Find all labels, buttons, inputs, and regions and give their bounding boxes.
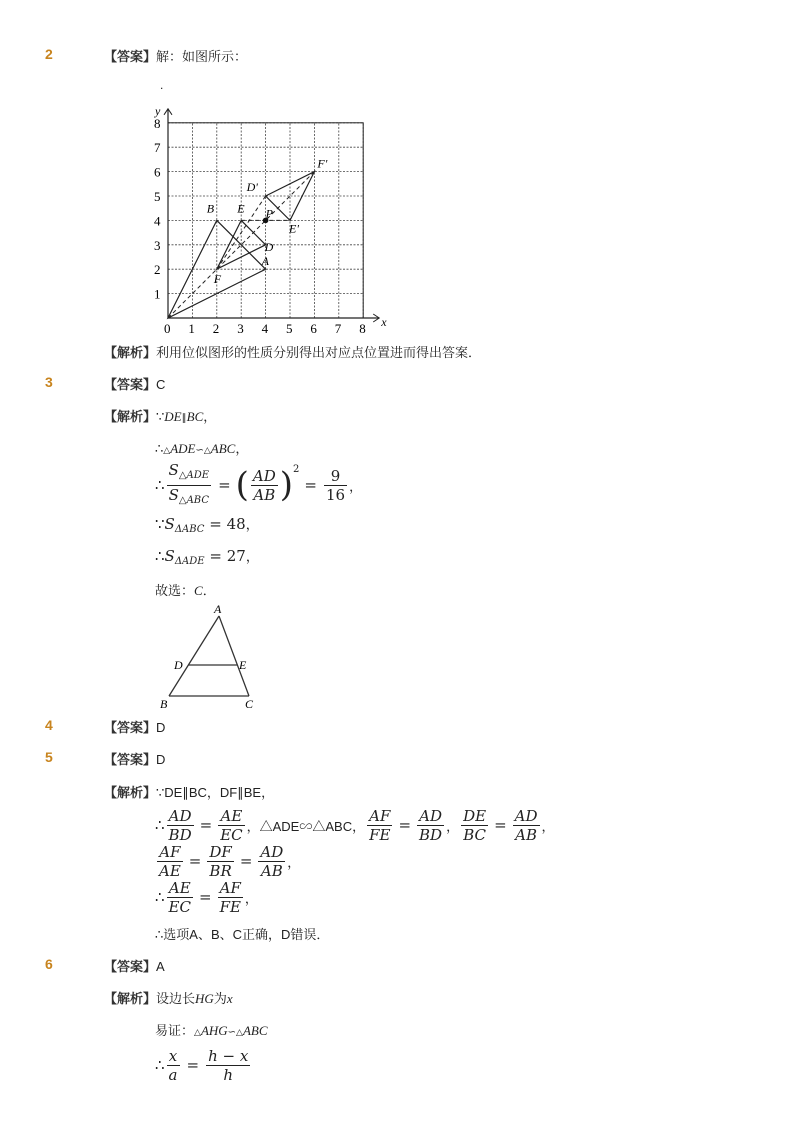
- equals-sign: =: [186, 1056, 200, 1074]
- triangle-symbol: △: [203, 445, 211, 455]
- point-label-e1: E': [289, 221, 299, 236]
- fraction-denominator: AB: [515, 825, 538, 844]
- q6-answer-line: [104, 956, 165, 975]
- tri-label-e: E: [239, 658, 247, 672]
- triangle-symbol: △: [163, 445, 171, 455]
- similar-symbol: ∽: [195, 445, 204, 456]
- fraction-numerator: h − x: [208, 1046, 249, 1065]
- q4-answer-line: [104, 717, 165, 736]
- comma: ，: [287, 855, 301, 871]
- x-tick-label: 1: [188, 321, 195, 336]
- comma: ，: [235, 441, 249, 456]
- segment-hg: HG: [195, 991, 214, 1006]
- choose-value: C: [194, 583, 203, 598]
- answer-tag: 【答案】: [104, 49, 157, 64]
- fraction-numerator: 9: [324, 467, 347, 486]
- fraction-denominator: a: [168, 1065, 178, 1084]
- therefore-symbol: ∴: [155, 888, 165, 906]
- area-sub-abc: ΔABC: [174, 524, 205, 535]
- exponent: 2: [293, 464, 300, 475]
- fraction-hx-h: [206, 1047, 250, 1084]
- equals-sign: =: [239, 852, 253, 870]
- tri-label-a: A: [214, 602, 222, 616]
- equals-sign: =: [188, 852, 202, 870]
- q6-analysis-line-1: [104, 988, 233, 1007]
- segment-bc: BC: [186, 409, 204, 424]
- q3-choose-line: [155, 580, 216, 599]
- triangle-abc: ABC: [210, 441, 236, 456]
- y-tick-label: 3: [154, 237, 161, 253]
- point-label-d1: D': [246, 180, 258, 194]
- area-sub-ade: △ADE: [178, 469, 210, 481]
- because-symbol: ∵: [155, 515, 165, 533]
- answer-tag: 【答案】: [104, 377, 157, 392]
- area-s: S: [168, 485, 179, 504]
- fraction-numerator: AD: [417, 807, 444, 826]
- y-tick-label: 1: [154, 286, 161, 302]
- tri-label-d: D: [174, 658, 183, 672]
- easy-proof-label: 易证：: [155, 1023, 195, 1038]
- comma: ，: [245, 518, 259, 533]
- area-ratio-fraction: [167, 461, 212, 510]
- fraction-numerator: AD: [252, 466, 276, 485]
- x-tick-label: 2: [212, 321, 220, 336]
- analysis-tag: 【解析】: [104, 991, 157, 1006]
- analysis-tag: 【解析】: [104, 345, 157, 360]
- point-label-d: D: [264, 239, 274, 254]
- analysis-tag: 【解析】: [104, 785, 157, 800]
- fraction-numerator: AF: [367, 807, 392, 826]
- fraction-denominator: AE: [159, 861, 181, 880]
- equals-sign: =: [218, 476, 231, 494]
- fraction-denominator: BD: [168, 825, 192, 844]
- fraction-numerator: AE: [167, 879, 193, 898]
- comma: ，: [349, 479, 363, 495]
- fraction-af-fe-2: [218, 879, 243, 916]
- answer-tag: 【答案】: [104, 752, 157, 767]
- equals-sign: =: [199, 816, 213, 834]
- equals-sign: =: [494, 816, 507, 834]
- q3-analysis-line-2: [155, 438, 248, 457]
- q6-proportion-line: [155, 1044, 252, 1086]
- equals-sign: =: [398, 816, 412, 834]
- point-label-a: A: [261, 254, 269, 269]
- q5-given: ∵DE∥BC，DF∥BE，: [156, 785, 275, 800]
- right-paren: ): [279, 465, 294, 505]
- segment-de: DE: [164, 409, 182, 424]
- x-axis-label: x: [381, 315, 387, 329]
- fraction-ad-bd-2: [417, 807, 444, 844]
- q3-area-ade-line: [155, 546, 259, 567]
- y-tick-label: 6: [154, 164, 161, 180]
- triangle-symbol: △: [236, 1027, 243, 1037]
- area-sub-abc: △ABC: [178, 494, 209, 506]
- fraction-numerator: AF: [157, 843, 183, 862]
- fraction-numerator: DE: [463, 806, 487, 825]
- question-number-3: 3: [45, 374, 53, 390]
- triangle-ade: ADE: [170, 441, 196, 456]
- x-tick-label: 3: [237, 321, 244, 336]
- because-symbol: ∵: [156, 409, 165, 424]
- y-tick-label: 8: [154, 115, 161, 131]
- point-label-f1: F': [317, 156, 328, 171]
- q2-analysis-line: [104, 342, 481, 361]
- question-number-4: 4: [45, 717, 53, 733]
- fraction-numerator: AD: [167, 807, 194, 826]
- q4-answer-text: D: [156, 720, 166, 735]
- y-tick-label: 7: [154, 140, 161, 156]
- tri-side-ac: [219, 616, 249, 696]
- comma: ，: [244, 891, 258, 907]
- x-tick-label: 0: [164, 321, 171, 336]
- comma: ，: [203, 409, 217, 424]
- answer-tag: 【答案】: [104, 959, 157, 974]
- fraction-denominator: 16: [325, 485, 346, 504]
- similar-symbol: ∽: [227, 1027, 237, 1038]
- q3-triangle-figure: [150, 600, 270, 712]
- area-value: = 48: [209, 515, 246, 533]
- fraction-ad-ab: [513, 807, 540, 844]
- area-sub-ade: ΔADE: [174, 556, 205, 567]
- fraction-denominator: BD: [419, 825, 443, 844]
- variable-x: x: [226, 991, 233, 1006]
- nine-sixteenths-fraction: [324, 467, 347, 504]
- fraction-denominator: EC: [168, 897, 191, 916]
- left-paren: (: [235, 465, 249, 505]
- fraction-ad-ab-2: [258, 843, 285, 880]
- q2-answer-text: 解：如图所示：: [156, 49, 248, 64]
- fraction-denominator: AB: [260, 861, 283, 880]
- area-s: S: [168, 460, 179, 479]
- set-side-text: 设边长: [156, 991, 196, 1006]
- fraction-denominator: AB: [253, 485, 276, 504]
- fraction-numerator: AD: [514, 806, 538, 825]
- q6-similar-line: [155, 1020, 268, 1039]
- ad-ab-fraction: [251, 467, 278, 504]
- q2-analysis-text: 利用位似图形的性质分别得出对应点位置进而得出答案．: [156, 345, 482, 360]
- answer-tag: 【答案】: [104, 720, 157, 735]
- q3-area-ratio-equation: [155, 462, 362, 508]
- x-tick-label: 8: [359, 321, 366, 336]
- x-tick-label: 6: [310, 321, 317, 336]
- fraction-ae-ec-2: [167, 879, 193, 916]
- q3-answer-text: C: [156, 377, 166, 392]
- x-tick-label: 4: [261, 321, 269, 336]
- point-label-f: F: [213, 272, 222, 287]
- q5-ratio-line-3: [155, 876, 258, 918]
- fraction-numerator: AD: [260, 842, 284, 861]
- fraction-ad-bd: [167, 807, 194, 844]
- fraction-numerator: x: [167, 1047, 180, 1066]
- x-tick-label: 5: [286, 321, 293, 336]
- area-s: S: [164, 515, 175, 533]
- triangle-ahg: AHG: [200, 1023, 228, 1038]
- comma: ，: [446, 819, 460, 835]
- point-label-e: E: [237, 201, 245, 216]
- fraction-denominator: EC: [220, 825, 243, 844]
- triangle-symbol: △: [194, 1027, 201, 1037]
- fraction-x-a: [167, 1047, 180, 1084]
- fraction-af-fe: [367, 807, 392, 844]
- tri-label-b: B: [160, 697, 168, 711]
- question-number-2: 2: [45, 46, 53, 62]
- therefore-symbol: ∴: [155, 441, 164, 456]
- y-tick-label: 2: [154, 262, 161, 278]
- q3-answer-line: [104, 374, 165, 393]
- choose-label: 故选：: [155, 583, 195, 598]
- area-value: = 27: [209, 547, 246, 565]
- q3-analysis-line-1: [104, 406, 216, 425]
- fraction-denominator: FE: [369, 825, 391, 844]
- fraction-numerator: DF: [209, 842, 232, 861]
- point-label-p: P: [265, 206, 273, 221]
- comma: ，: [541, 819, 555, 835]
- q5-answer-line: [104, 749, 165, 768]
- triangle-abc: ABC: [242, 1023, 268, 1038]
- y-tick-label: 5: [154, 189, 161, 204]
- q5-analysis-line-1: [104, 782, 274, 801]
- therefore-symbol: ∴: [155, 816, 165, 834]
- fraction-de-bc: [461, 807, 488, 844]
- tri-side-ab: [169, 616, 219, 696]
- parallel-symbol: ∥: [181, 413, 187, 424]
- y-axis-label: y: [155, 103, 161, 118]
- fraction-df-br: [207, 843, 233, 880]
- q5-conclusion: ∴选项A、B、C正确，D错误．: [155, 927, 330, 942]
- fraction-denominator: h: [223, 1065, 234, 1084]
- therefore-symbol: ∴: [155, 1056, 165, 1074]
- q2-coordinate-graph: [150, 96, 390, 336]
- tri-label-c: C: [245, 697, 254, 711]
- q6-answer-text: A: [156, 959, 165, 974]
- area-s: S: [164, 547, 175, 565]
- question-number-5: 5: [45, 749, 53, 765]
- x-tick-label: 7: [334, 321, 342, 336]
- analysis-tag: 【解析】: [104, 409, 157, 424]
- similar-statement: ，△ADE∽△ABC，: [246, 818, 366, 834]
- point-label-b: B: [206, 201, 215, 216]
- therefore-symbol: ∴: [155, 476, 165, 494]
- q5-answer-text: D: [156, 752, 166, 767]
- fraction-denominator: BR: [209, 861, 232, 880]
- therefore-symbol: ∴: [155, 547, 165, 565]
- q2-dot: .: [160, 78, 164, 92]
- fraction-numerator: AF: [218, 879, 243, 898]
- as-text: 为: [213, 991, 227, 1006]
- fraction-denominator: FE: [219, 897, 241, 916]
- period: ．: [202, 583, 216, 598]
- equals-sign: =: [304, 476, 317, 494]
- equals-sign: =: [198, 888, 212, 906]
- fraction-af-ae: [157, 843, 183, 880]
- y-tick-label: 4: [154, 213, 161, 229]
- fraction-denominator: BC: [463, 825, 486, 844]
- comma: ，: [245, 550, 259, 565]
- fraction-ae-ec: [218, 807, 244, 844]
- q3-area-abc-line: [155, 514, 259, 535]
- question-number-6: 6: [45, 956, 53, 972]
- fraction-numerator: AE: [218, 807, 244, 826]
- q2-answer-line: [104, 46, 247, 65]
